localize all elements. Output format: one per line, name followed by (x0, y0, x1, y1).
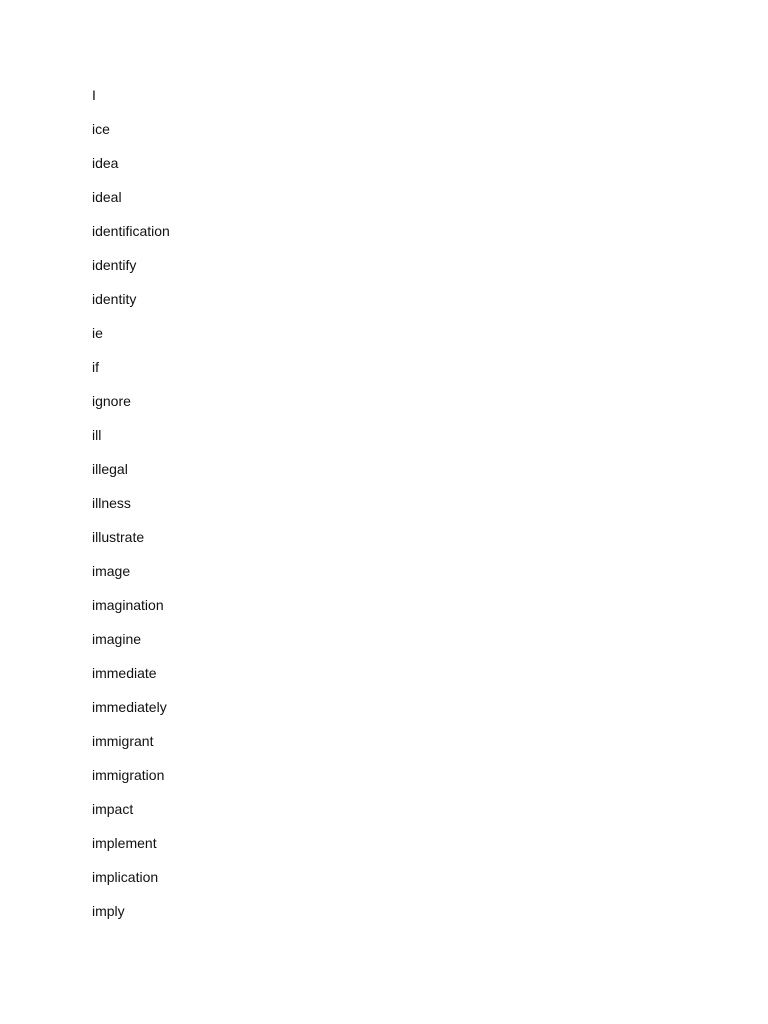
word-item: identification (92, 223, 170, 239)
word-item: ignore (92, 393, 131, 409)
word-item: illegal (92, 461, 128, 477)
word-item: ice (92, 121, 110, 137)
word-item: identify (92, 257, 137, 273)
word-item: illustrate (92, 529, 145, 545)
word-item: I (92, 87, 96, 103)
word-item: identity (92, 291, 137, 307)
word-item: imagine (92, 631, 142, 647)
word-item: illness (92, 495, 131, 511)
word-item: imply (92, 903, 125, 919)
word-item: ie (92, 325, 103, 341)
word-item: implication (92, 869, 159, 885)
word-item: idea (92, 155, 119, 171)
word-item: imagination (92, 597, 164, 613)
word-item: ill (92, 427, 102, 443)
word-list (92, 86, 170, 936)
word-item: if (92, 359, 99, 375)
word-item: image (92, 563, 131, 579)
word-item: ideal (92, 189, 122, 205)
word-item: immediate (92, 665, 157, 681)
word-item: immigrant (92, 733, 154, 749)
word-item: implement (92, 835, 157, 851)
word-item: immigration (92, 767, 165, 783)
word-item: immediately (92, 699, 167, 715)
word-item: impact (92, 801, 134, 817)
